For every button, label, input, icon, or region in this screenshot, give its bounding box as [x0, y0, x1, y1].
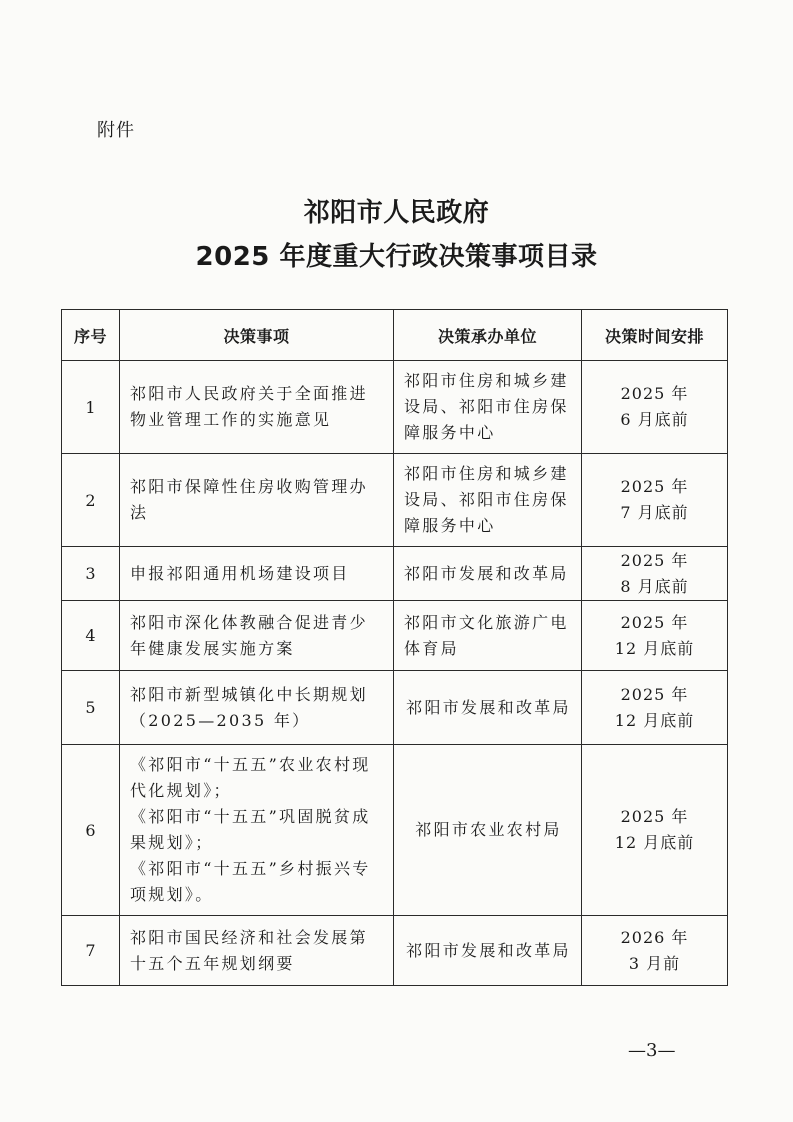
- row-item: [120, 601, 394, 671]
- row-time: [582, 916, 728, 986]
- header-unit: 决策承办单位: [394, 310, 582, 361]
- row-item: [120, 361, 394, 454]
- time-line: 8 月底前: [620, 576, 689, 596]
- table-row: [62, 916, 728, 986]
- table-row: [62, 671, 728, 745]
- time-line: 12 月底前: [614, 710, 695, 730]
- row-seq: 3: [62, 547, 120, 601]
- row-seq: 7: [62, 916, 120, 986]
- time-line: 7 月底前: [620, 503, 689, 522]
- item-line: 《祁阳市“十五五”巩固脱贫成: [130, 807, 371, 826]
- item-line: 十五个五年规划纲要: [130, 953, 295, 973]
- item-line: （2025—2035 年）: [130, 710, 311, 730]
- row-time: [582, 601, 728, 671]
- unit-line: 祁阳市发展和改革局: [406, 940, 571, 960]
- table-row: [62, 601, 728, 671]
- time-line: 3 月前: [628, 953, 681, 973]
- header-item: 决策事项: [120, 310, 394, 361]
- row-unit: [394, 671, 582, 745]
- unit-line: 祁阳市发展和改革局: [406, 697, 571, 717]
- row-item: [120, 916, 394, 986]
- unit-line: 体育局: [404, 638, 459, 658]
- attachment-label: 附件: [97, 120, 135, 141]
- page-title-line2: 2025 年度重大行政决策事项目录: [195, 242, 598, 272]
- row-unit: [394, 547, 582, 601]
- decision-catalog-table: [61, 309, 728, 986]
- table-header-row: [62, 310, 728, 361]
- time-line: 12 月底前: [614, 638, 695, 658]
- row-item: [120, 671, 394, 745]
- time-line: 2025 年: [620, 807, 689, 826]
- row-seq: 6: [62, 745, 120, 916]
- unit-line: 设局、祁阳市住房保: [404, 490, 569, 509]
- item-line: 果规划》；: [130, 833, 214, 852]
- table-row: [62, 361, 728, 454]
- page-number: —3—: [628, 1040, 676, 1061]
- row-item: [120, 547, 394, 601]
- item-line: 祁阳市深化体教融合促进青少: [130, 612, 368, 632]
- unit-line: 障服务中心: [404, 423, 496, 442]
- time-line: 2025 年: [620, 550, 689, 570]
- row-time: [582, 547, 728, 601]
- header-time: 决策时间安排: [582, 310, 728, 361]
- item-line: 《祁阳市“十五五”乡村振兴专: [130, 859, 371, 878]
- unit-line: 障服务中心: [404, 516, 496, 535]
- row-time: [582, 361, 728, 454]
- row-time: [582, 671, 728, 745]
- unit-line: 祁阳市住房和城乡建: [404, 371, 569, 390]
- row-item: [120, 745, 394, 916]
- item-line: 法: [130, 503, 149, 522]
- time-line: 12 月底前: [614, 833, 695, 852]
- table-row: [62, 745, 728, 916]
- table-row: [62, 454, 728, 547]
- row-time: [582, 745, 728, 916]
- time-line: 2026 年: [620, 927, 689, 947]
- unit-line: 祁阳市住房和城乡建: [404, 464, 569, 483]
- row-seq: 1: [62, 361, 120, 454]
- row-unit: [394, 601, 582, 671]
- time-line: 2025 年: [620, 612, 689, 632]
- row-seq: 5: [62, 671, 120, 745]
- time-line: 2025 年: [620, 684, 689, 704]
- time-line: 2025 年: [620, 477, 689, 496]
- item-line: 项规划》。: [130, 885, 214, 904]
- row-item: [120, 454, 394, 547]
- item-line: 祁阳市国民经济和社会发展第: [130, 927, 368, 947]
- unit-line: 祁阳市文化旅游广电: [404, 612, 569, 632]
- item-line: 申报祁阳通用机场建设项目: [130, 563, 350, 583]
- item-line: 年健康发展实施方案: [130, 638, 295, 658]
- header-seq: 序号: [62, 310, 120, 361]
- item-line: 物业管理工作的实施意见: [130, 410, 332, 429]
- item-line: 《祁阳市“十五五”农业农村现: [130, 755, 371, 774]
- row-unit: [394, 361, 582, 454]
- row-unit: [394, 916, 582, 986]
- row-seq: 4: [62, 601, 120, 671]
- unit-line: 祁阳市农业农村局: [415, 820, 562, 839]
- table-row: [62, 547, 728, 601]
- row-seq: 2: [62, 454, 120, 547]
- time-line: 6 月底前: [620, 410, 689, 429]
- unit-line: 设局、祁阳市住房保: [404, 397, 569, 416]
- row-unit: [394, 454, 582, 547]
- item-line: 祁阳市新型城镇化中长期规划: [130, 684, 368, 704]
- unit-line: 祁阳市发展和改革局: [404, 563, 569, 583]
- row-unit: [394, 745, 582, 916]
- page-title-line1: 祁阳市人民政府: [303, 198, 490, 228]
- time-line: 2025 年: [620, 384, 689, 403]
- row-time: [582, 454, 728, 547]
- item-line: 祁阳市人民政府关于全面推进: [130, 384, 368, 403]
- item-line: 祁阳市保障性住房收购管理办: [130, 477, 368, 496]
- item-line: 代化规划》；: [130, 781, 232, 800]
